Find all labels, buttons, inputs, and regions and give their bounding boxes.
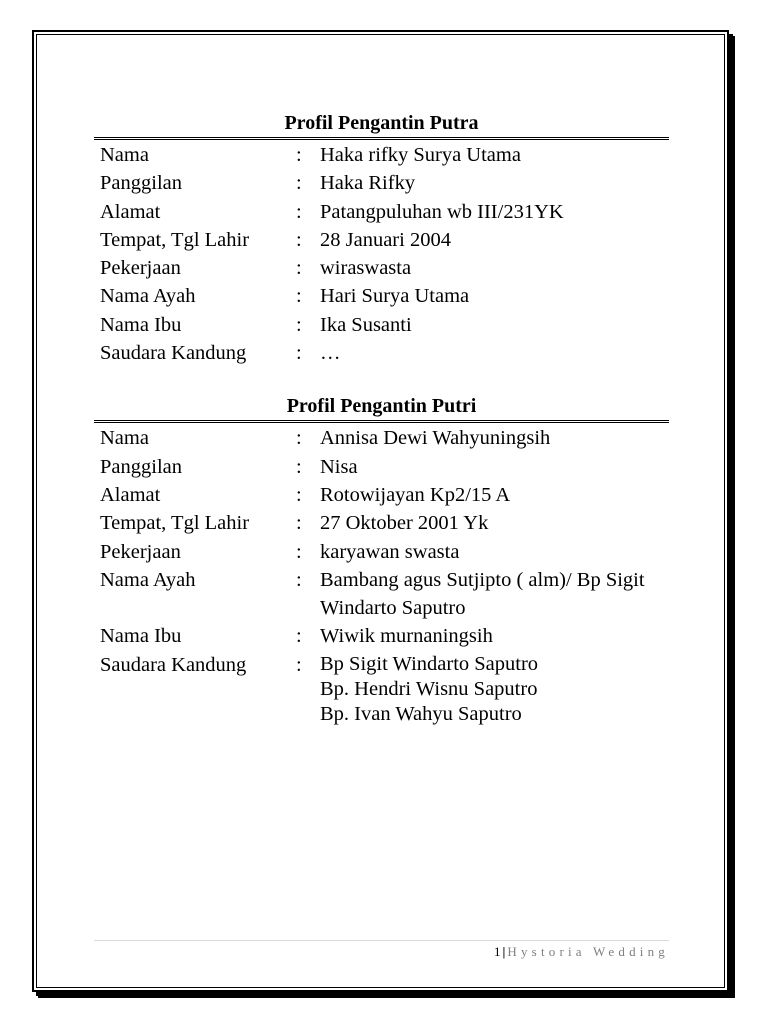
field-colon: : (296, 172, 302, 195)
groom-row-panggilan (94, 169, 669, 197)
field-colon: : (296, 313, 302, 336)
sibling-name: Bp. Hendri Wisnu Saputro (320, 677, 538, 700)
groom-row-nama-ayah (94, 282, 669, 310)
field-value: Patangpuluhan wb III/231YK (320, 200, 564, 223)
field-colon: : (296, 483, 302, 506)
footer-brand: Hystoria Wedding (507, 944, 669, 959)
bride-row-alamat (94, 481, 669, 509)
groom-profile-section (94, 110, 669, 367)
bride-row-saudara (94, 651, 669, 727)
groom-row-nama-ibu (94, 311, 669, 339)
bride-profile-title: Profil Pengantin Putri (94, 393, 669, 423)
field-colon: : (296, 427, 302, 450)
field-label: Saudara Kandung (100, 342, 247, 365)
field-colon: : (296, 228, 302, 251)
field-value-line: Bambang agus Sutjipto ( alm)/ Bp Sigit (320, 568, 645, 591)
field-colon: : (296, 568, 302, 591)
field-colon: : (296, 625, 302, 648)
groom-row-nama (94, 141, 669, 169)
field-label: Panggilan (100, 172, 182, 195)
field-label: Pekerjaan (100, 540, 181, 563)
bride-row-ttl (94, 509, 669, 537)
field-value-line: Windarto Saputro (320, 597, 466, 620)
field-label: Pekerjaan (100, 257, 181, 280)
sibling-name: Bp. Ivan Wahyu Saputro (320, 702, 522, 725)
field-label: Alamat (100, 200, 161, 223)
field-label: Nama (100, 427, 149, 450)
field-colon: : (296, 285, 302, 308)
field-value (320, 566, 669, 623)
field-value: … (320, 342, 341, 365)
page-number: 1 (494, 944, 501, 959)
footer-separator: | (502, 944, 506, 959)
field-label: Tempat, Tgl Lahir (100, 228, 250, 251)
bride-profile-section (94, 393, 669, 726)
field-value: karyawan swasta (320, 540, 460, 563)
field-label: Nama Ayah (100, 285, 196, 308)
bride-row-pekerjaan (94, 538, 669, 566)
field-label: Nama Ibu (100, 625, 182, 648)
field-value: Annisa Dewi Wahyuningsih (320, 427, 551, 450)
field-value: Ika Susanti (320, 313, 412, 336)
field-label: Panggilan (100, 455, 182, 478)
field-value: 27 Oktober 2001 Yk (320, 512, 489, 535)
field-label: Saudara Kandung (100, 653, 247, 676)
field-colon: : (296, 540, 302, 563)
field-label: Nama Ibu (100, 313, 182, 336)
field-value (320, 651, 669, 727)
field-label: Tempat, Tgl Lahir (100, 512, 250, 535)
page-footer (94, 940, 669, 960)
field-colon: : (296, 342, 302, 365)
field-value: wiraswasta (320, 257, 412, 280)
field-label: Alamat (100, 483, 161, 506)
field-value: Haka rifky Surya Utama (320, 144, 521, 166)
field-value: 28 Januari 2004 (320, 228, 451, 251)
field-value: Hari Surya Utama (320, 285, 470, 308)
field-colon: : (296, 455, 302, 478)
field-value: Nisa (320, 455, 358, 478)
field-colon: : (296, 653, 302, 676)
bride-row-nama-ayah (94, 566, 669, 623)
groom-row-alamat (94, 198, 669, 226)
document-body (94, 110, 669, 753)
bride-row-panggilan (94, 453, 669, 481)
groom-row-saudara (94, 339, 669, 367)
sibling-name: Bp Sigit Windarto Saputro (320, 652, 539, 675)
field-label: Nama Ayah (100, 568, 196, 591)
groom-row-ttl (94, 226, 669, 254)
field-colon: : (296, 512, 302, 535)
bride-row-nama-ibu (94, 622, 669, 650)
field-label: Nama (100, 144, 149, 166)
groom-row-pekerjaan (94, 254, 669, 282)
field-colon: : (296, 257, 302, 280)
bride-row-nama (94, 424, 669, 452)
groom-profile-title: Profil Pengantin Putra (94, 110, 669, 140)
field-value: Wiwik murnaningsih (320, 625, 493, 648)
field-value: Haka Rifky (320, 172, 416, 195)
field-value: Rotowijayan Kp2/15 A (320, 483, 511, 506)
field-colon: : (296, 200, 302, 223)
field-colon: : (296, 144, 302, 166)
